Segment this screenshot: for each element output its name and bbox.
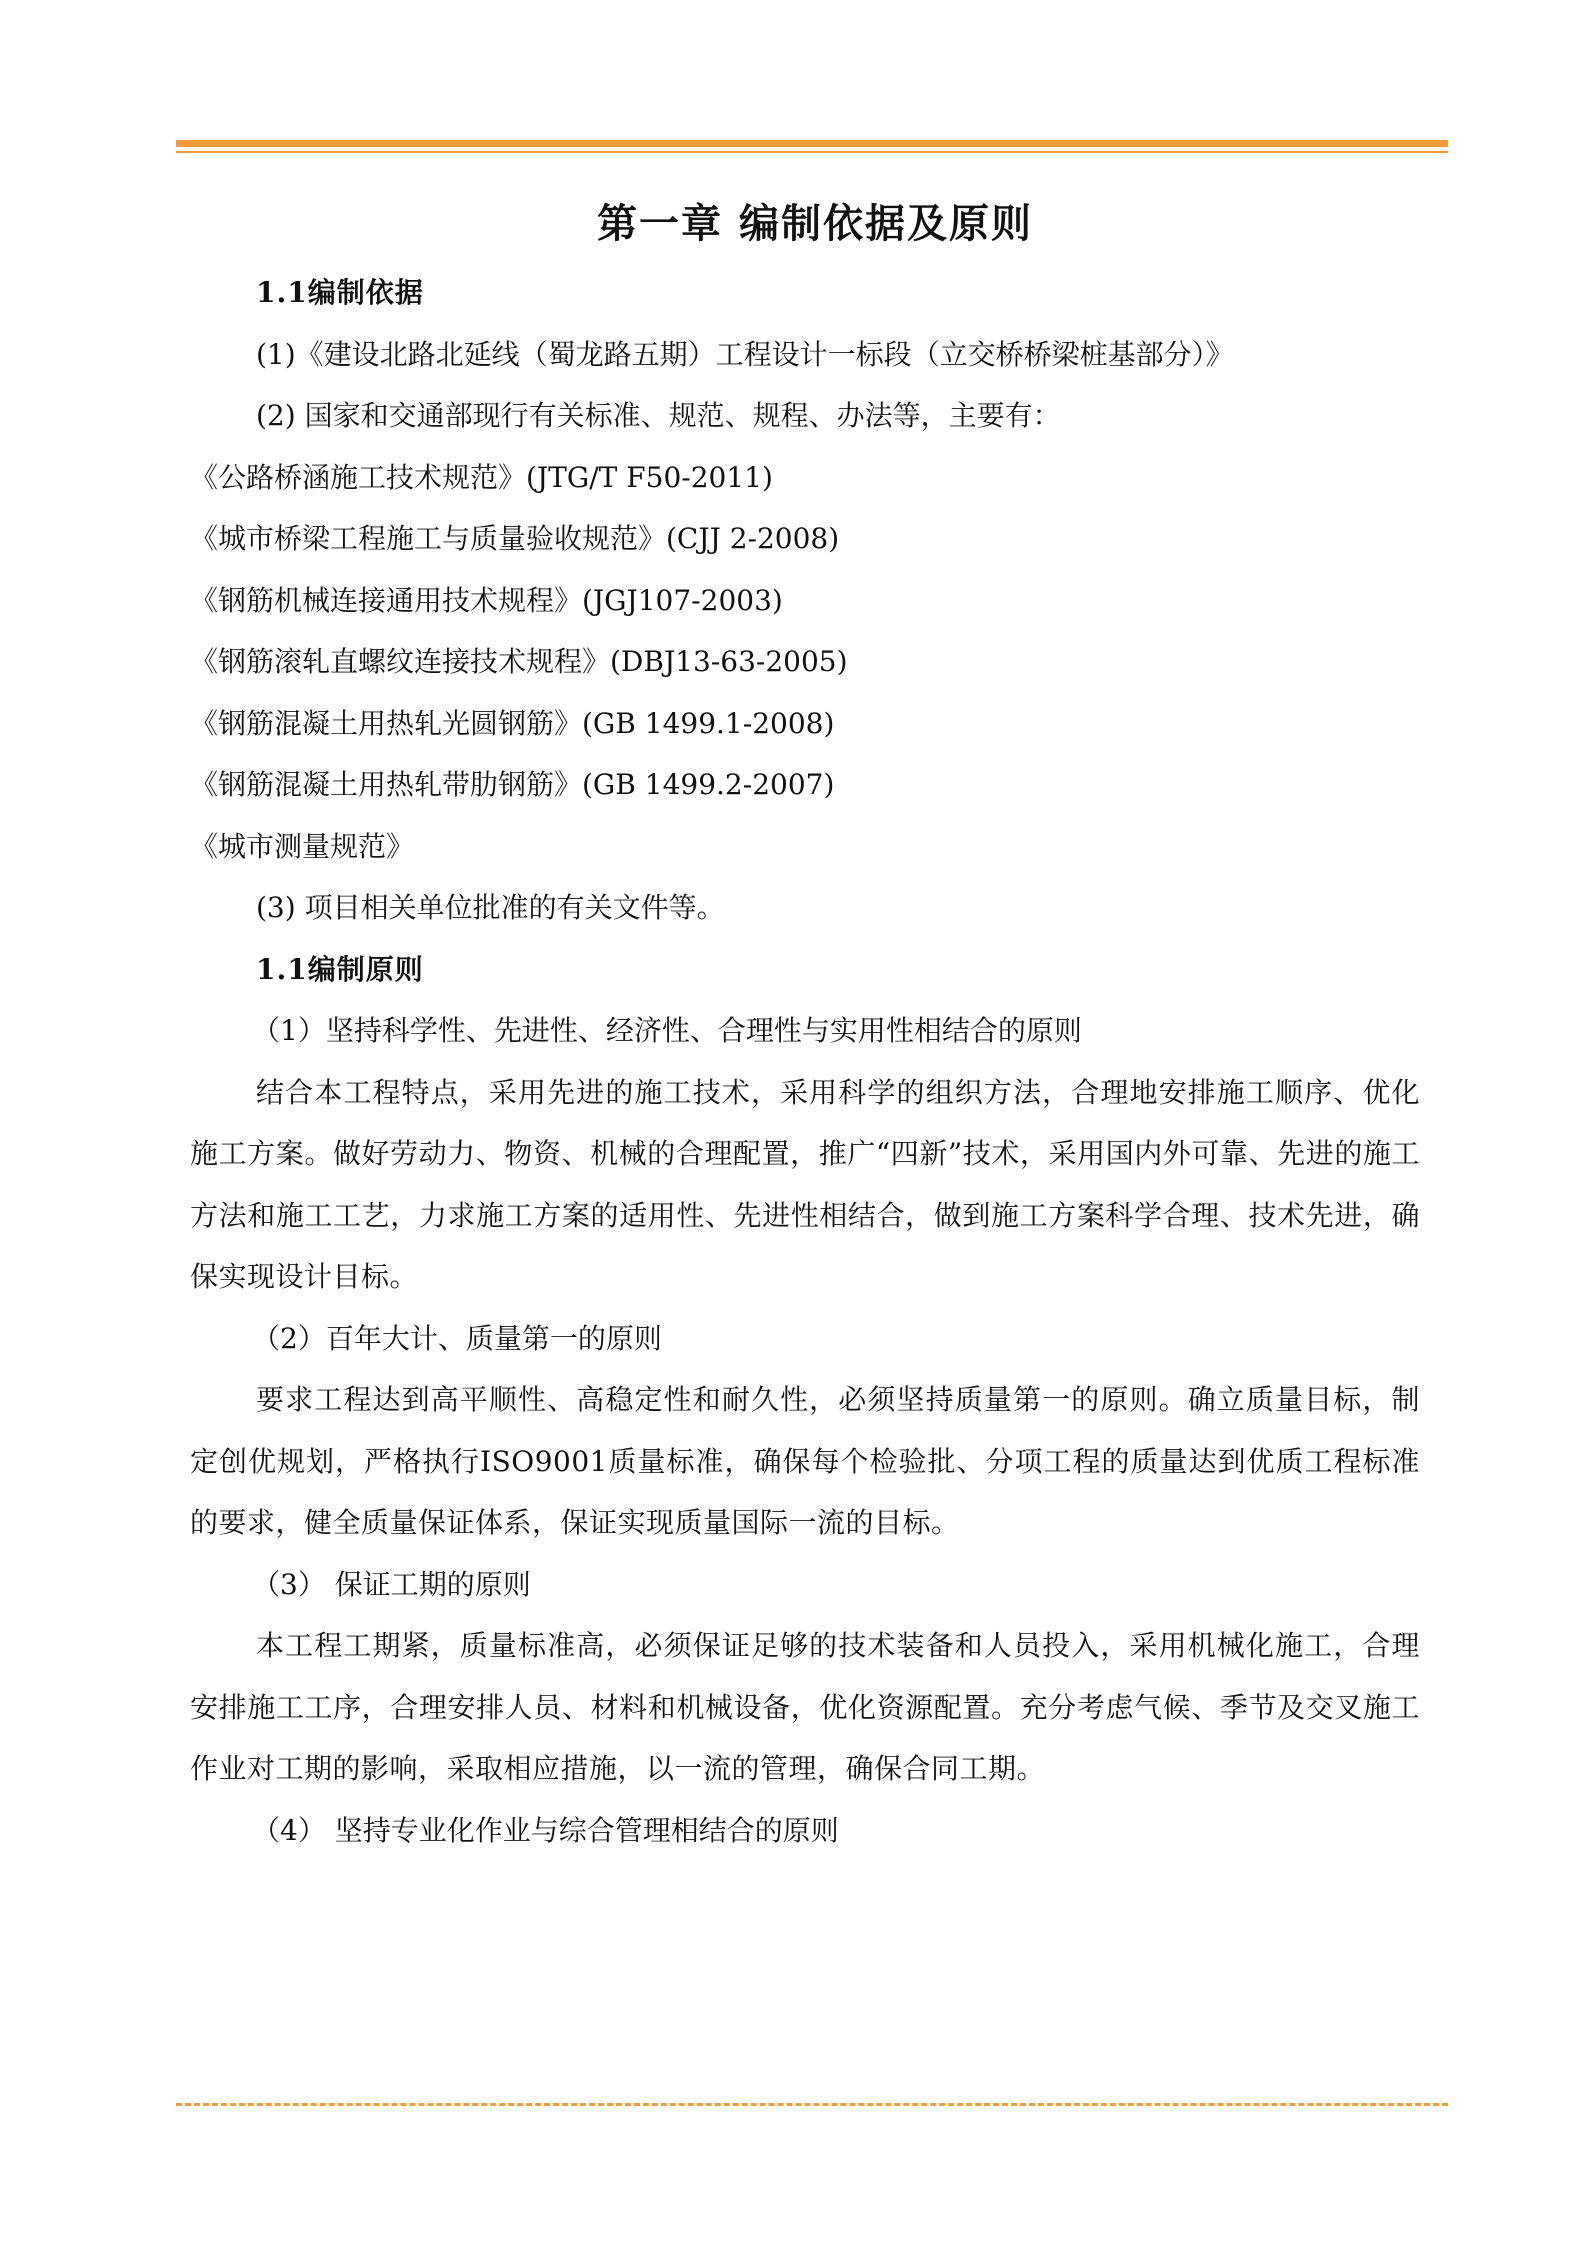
- standard-item: 《钢筋滚轧直螺纹连接技术规程》(DBJ13-63-2005): [190, 645, 848, 678]
- footer-divider: [176, 2103, 1448, 2106]
- basis-item-3: (3) 项目相关单位批准的有关文件等。: [256, 891, 725, 924]
- principle-body-2: 要求工程达到高平顺性、高稳定性和耐久性，必须坚持质量第一的原则。确立质量目标，制定创优规划，严格执行ISO9001质量标准，确保每个检验批、分项工程的质量达到优质工程标准的要求，健全质量保证体系，保证实现质量国际一流的目标。: [190, 1383, 1420, 1539]
- principle-title-2: （2）百年大计、质量第一的原则: [252, 1321, 662, 1355]
- header-divider-thin: [176, 151, 1448, 153]
- standard-item: 《钢筋混凝土用热轧带肋钢筋》(GB 1499.2-2007): [190, 768, 835, 801]
- principle-title-1: （1）坚持科学性、先进性、经济性、合理性与实用性相结合的原则: [252, 1014, 1082, 1047]
- principle-body-3: 本工程工期紧，质量标准高，必须保证足够的技术装备和人员投入，采用机械化施工，合理安排施工工序，合理安排人员、材料和机械设备，优化资源配置。充分考虑气候、季节及交叉施工作业对工期的影响，采取相应措施，以一流的管理，确保合同工期。: [190, 1629, 1420, 1785]
- standard-item: 《钢筋机械连接通用技术规程》(JGJ107-2003): [190, 583, 783, 617]
- header-divider: [176, 140, 1448, 153]
- section-heading-basis: 1.1编制依据: [256, 276, 424, 309]
- basis-item-2: (2) 国家和交通部现行有关标准、规范、规程、办法等，主要有：: [256, 399, 1061, 432]
- principle-body-1: 结合本工程特点，采用先进的施工技术，采用科学的组织方法，合理地安排施工顺序、优化施工方案。做好劳动力、物资、机械的合理配置，推广“四新”技术，采用国内外可靠、先进的施工方法和施工工艺，力求施工方案的适用性、先进性相结合，做到施工方案科学合理、技术先进，确保实现设计目标。: [190, 1075, 1420, 1293]
- principle-title-4: （4） 坚持专业化作业与综合管理相结合的原则: [252, 1813, 839, 1847]
- basis-item-1: (1)《建设北路北延线（蜀龙路五期）工程设计一标段（立交桥桥梁桩基部分）》: [256, 337, 1234, 371]
- section-heading-principles: 1.1编制原则: [256, 952, 424, 986]
- standard-item: 《公路桥涵施工技术规范》(JTG/T F50-2011): [190, 460, 773, 494]
- standard-item: 《城市桥梁工程施工与质量验收规范》(CJJ 2-2008): [190, 522, 840, 555]
- standard-item: 《城市测量规范》: [190, 829, 415, 863]
- header-divider-thick: [176, 140, 1448, 147]
- chapter-title: 第一章 编制依据及原则: [597, 200, 1033, 247]
- principle-title-3: （3） 保证工期的原则: [252, 1567, 531, 1601]
- document-body: [190, 262, 1420, 1861]
- standard-item: 《钢筋混凝土用热轧光圆钢筋》(GB 1499.1-2008): [190, 706, 835, 740]
